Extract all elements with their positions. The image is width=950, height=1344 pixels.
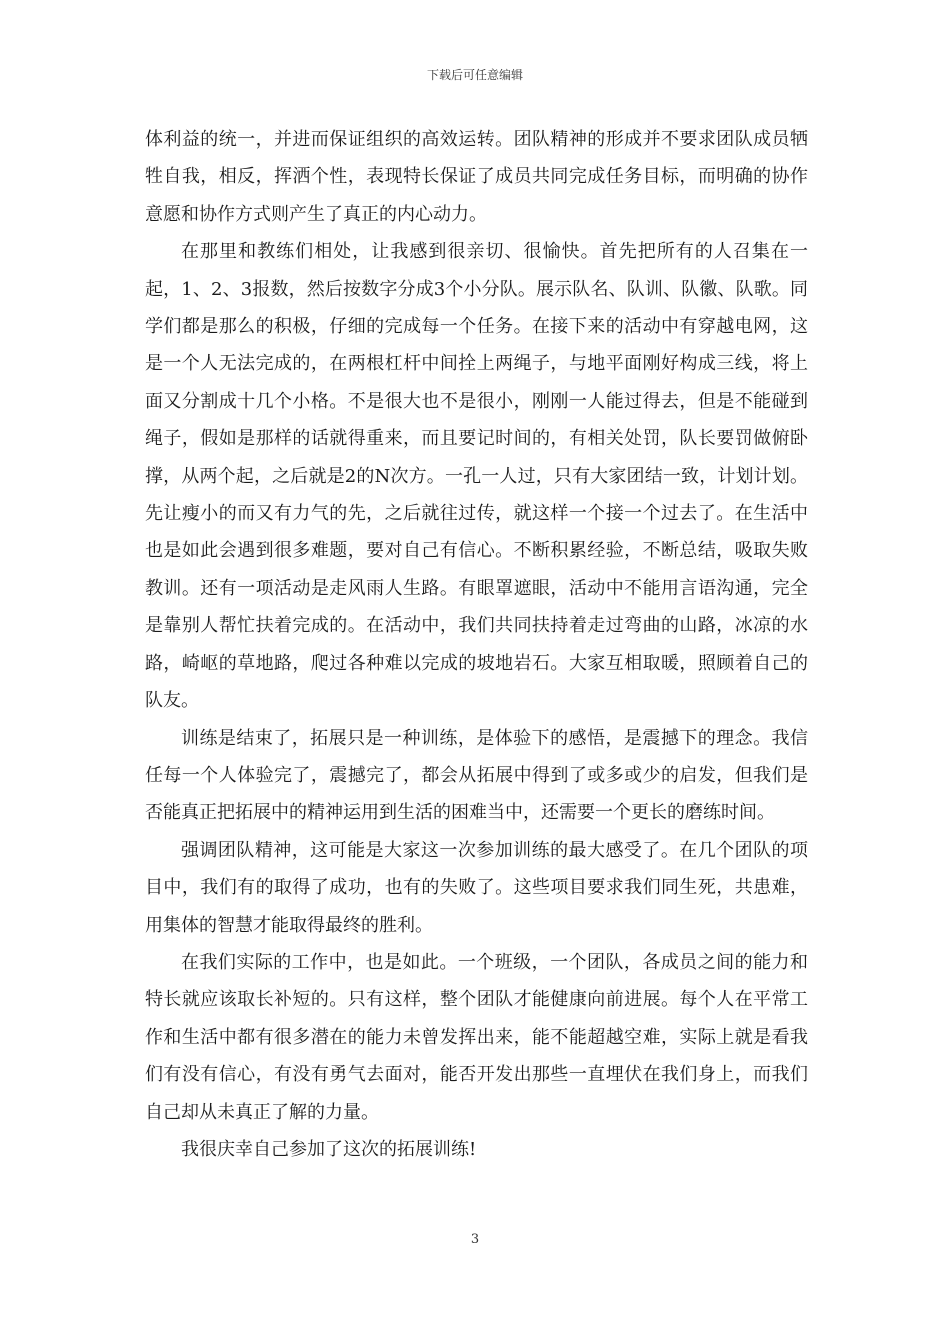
page-header: 下载后可任意编辑 xyxy=(426,68,523,82)
page-number: 3 xyxy=(470,1232,480,1247)
paragraph-continued: 体利益的统一，并进而保证组织的高效运转。团队精神的形成并不要求团队成员牺牲自我，相反，挥洒个性，表现特长保证了成员共同完成任务目标，而明确的协作意愿和协作方式则产生了真正的内心动力。 xyxy=(145,129,808,225)
paragraph-work-application: 在我们实际的工作中，也是如此。一个班级，一个团队，各成员之间的能力和特长就应该取长补短的。只有这样，整个团队才能健康向前进展。每个人在平常工作和生活中都有很多潜在的能力未曾发挥出来，能不能超越空难，实际上就是看我们有没有信心，有没有勇气去面对，能否开发出那些一直埋伏在我们身上，而我们自己却从未真正了解的力量。 xyxy=(145,951,808,1123)
paragraph-team-spirit: 强调团队精神，这可能是大家这一次参加训练的最大感受了。在几个团队的项目中，我们有的取得了成功，也有的失败了。这些项目要求我们同生死，共患难，用集体的智慧才能取得最终的胜利。 xyxy=(145,839,808,936)
paragraph-conclusion: 我很庆幸自己参加了这次的拓展训练! xyxy=(181,1138,477,1160)
paragraph-training-activities: 在那里和教练们相处，让我感到很亲切、很愉快。首先把所有的人召集在一起，1、2、3报数，然后按数字分成3个小分队。展示队名、队训、队徽、队歌。同学们都是那么的积极，仔细的完成每一个任务。在接下来的活动中有穿越电网，这是一个人无法完成的，在两根杠杆中间拴上两绳子，与地平面刚好构成三线，将上面又分割成十几个小格。不是很大也不是很小，刚刚一人能过得去，但是不能碰到绳子，假如是那样的话就得重来，而且要记时间的，有相关处罚，队长要罚做俯卧撑，从两个起，之后就是2的N次方。一孔一人过，只有大家团结一致，计划计划。先让瘦小的而又有力气的先，之后就往过传，就这样一个接一个过去了。在生活中也是如此会遇到很多难题，要对自己有信心。不断积累经验，不断总结，吸取失败教训。还有一项活动是走风雨人生路。有眼罩遮眼，活动中不能用言语沟通，完全是靠别人帮忙扶着完成的。在活动中，我们共同扶持着走过弯曲的山路，冰凉的水路，崎岖的草地路，爬过各种难以完成的坡地岩石。大家互相取暖，照顾着自己的队友。 xyxy=(145,241,808,712)
document-body xyxy=(145,121,808,1168)
paragraph-training-end: 训练是结束了，拓展只是一种训练，是体验下的感悟，是震撼下的理念。我信任每一个人体验完了，震撼完了，都会从拓展中得到了或多或少的启发，但我们是否能真正把拓展中的精神运用到生活的困难当中，还需要一个更长的磨练时间。 xyxy=(145,727,808,824)
